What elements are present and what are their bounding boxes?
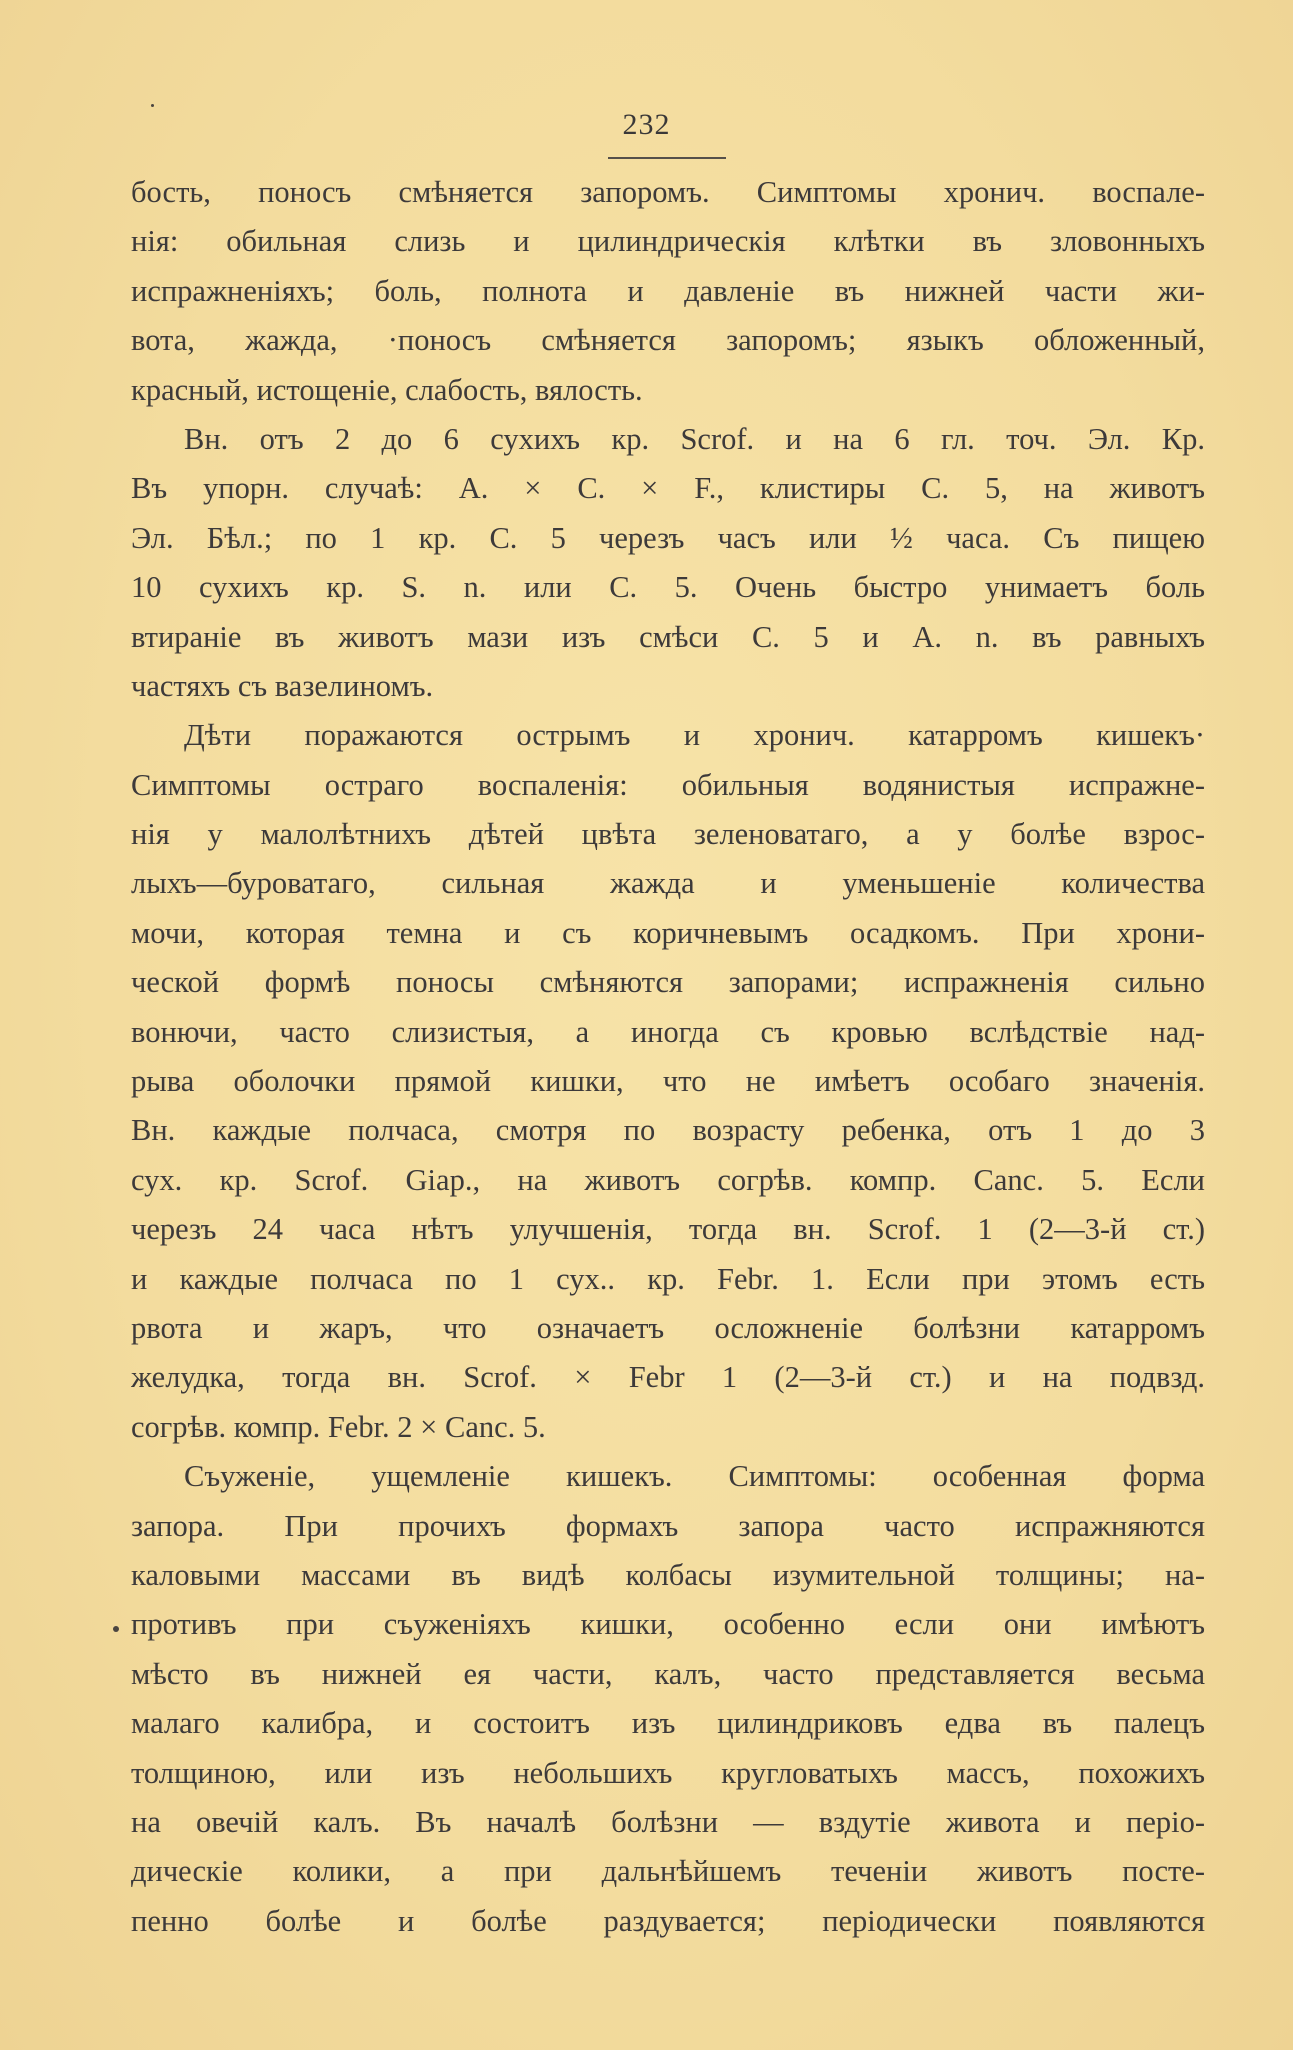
text-line: Вн. отъ 2 до 6 сухихъ кр. Scrof. и на 6 гл. точ. Эл. Кр. xyxy=(184,421,1205,456)
text-line: каловыми массами въ видѣ колбасы изумительной толщины; на- xyxy=(131,1557,1205,1592)
text-line: желудка, тогда вн. Scrof. × Febr 1 (2—3-й ст.) и на подвзд. xyxy=(131,1360,1205,1395)
body-text xyxy=(131,168,1205,1946)
text-line: красный, истощеніе, слабость, вялость. xyxy=(131,372,643,407)
text-line: рыва оболочки прямой кишки, что не имѣетъ особаго значенія. xyxy=(131,1064,1205,1099)
text-line: сух. кр. Scrof. Giap., на животъ согрѣв. компр. Canc. 5. Если xyxy=(131,1162,1205,1197)
text-line: вонючи, часто слизистыя, а иногда съ кровью вслѣдствіе над- xyxy=(131,1014,1205,1049)
text-line: ческой формѣ поносы смѣняются запорами; испражненія сильно xyxy=(131,965,1205,1000)
text-line: черезъ 24 часа нѣтъ улучшенія, тогда вн. Scrof. 1 (2—3-й ст.) xyxy=(131,1212,1205,1247)
text-line: Въ упорн. случаѣ: A. × C. × F., клистиры C. 5, на животъ xyxy=(131,471,1205,506)
text-line: мочи, которая темна и съ коричневымъ осадкомъ. При хрони- xyxy=(131,915,1205,950)
text-line: Вн. каждые полчаса, смотря по возрасту ребенка, отъ 1 до 3 xyxy=(131,1113,1205,1148)
text-line: мѣсто въ нижней ея части, калъ, часто представляется весьма xyxy=(131,1656,1205,1691)
text-line: Съуженіе, ущемленіе кишекъ. Симптомы: особенная форма xyxy=(184,1459,1205,1494)
text-line: дическіе колики, а при дальнѣйшемъ теченіи животъ посте- xyxy=(131,1854,1205,1889)
text-line: запора. При прочихъ формахъ запора часто испражняются xyxy=(131,1508,1205,1543)
text-line: рвота и жаръ, что означаетъ осложненіе болѣзни катарромъ xyxy=(131,1310,1205,1345)
text-line: вота, жажда, ·поносъ смѣняется запоромъ; языкъ обложенный, xyxy=(131,323,1205,358)
margin-mark xyxy=(113,1626,119,1632)
page-number-rule xyxy=(608,157,726,159)
text-line: и каждые полчаса по 1 сух.. кр. Febr. 1. Если при этомъ есть xyxy=(131,1261,1205,1296)
text-line: Симптомы остраго воспаленія: обильныя водянистыя испражне- xyxy=(131,767,1205,802)
text-line: бость, поносъ смѣняется запоромъ. Симптомы хронич. воспале- xyxy=(131,175,1205,209)
text-line: толщиною, или изъ небольшихъ кругловатыхъ массъ, похожихъ xyxy=(131,1755,1205,1790)
text-line: нія: обильная слизь и цилиндрическія клѣтки въ зловонныхъ xyxy=(131,224,1205,259)
text-line: втираніе въ животъ мази изъ смѣси C. 5 и A. n. въ равныхъ xyxy=(131,619,1205,654)
text-line: 10 сухихъ кр. S. n. или C. 5. Очень быстро унимаетъ боль xyxy=(131,570,1205,605)
text-line: на овечій калъ. Въ началѣ болѣзни — вздутіе живота и періо- xyxy=(131,1804,1205,1839)
text-line: лыхъ—буроватаго, сильная жажда и уменьшеніе количества xyxy=(131,866,1205,901)
text-line: малаго калибра, и состоитъ изъ цилиндриковъ едва въ палецъ xyxy=(131,1706,1205,1741)
page-number: 232 xyxy=(622,108,671,141)
text-line: нія у малолѣтнихъ дѣтей цвѣта зеленоватаго, а у болѣе взрос- xyxy=(131,817,1205,852)
text-line: Эл. Бѣл.; по 1 кр. C. 5 черезъ часъ или ½ часа. Съ пищею xyxy=(131,520,1205,555)
text-line: пенно болѣе и болѣе раздувается; періодически появляются xyxy=(131,1903,1205,1938)
text-line: испражненіяхъ; боль, полнота и давленіе въ нижней части жи- xyxy=(131,273,1205,308)
text-line: противъ при съуженіяхъ кишки, особенно если они имѣютъ xyxy=(131,1607,1205,1642)
text-line: согрѣв. компр. Febr. 2 × Canc. 5. xyxy=(131,1409,546,1444)
text-line: частяхъ съ вазелиномъ. xyxy=(131,668,434,703)
text-line: Дѣти поражаются острымъ и хронич. катарромъ кишекъ· xyxy=(184,718,1205,753)
speck-mark xyxy=(151,104,154,107)
